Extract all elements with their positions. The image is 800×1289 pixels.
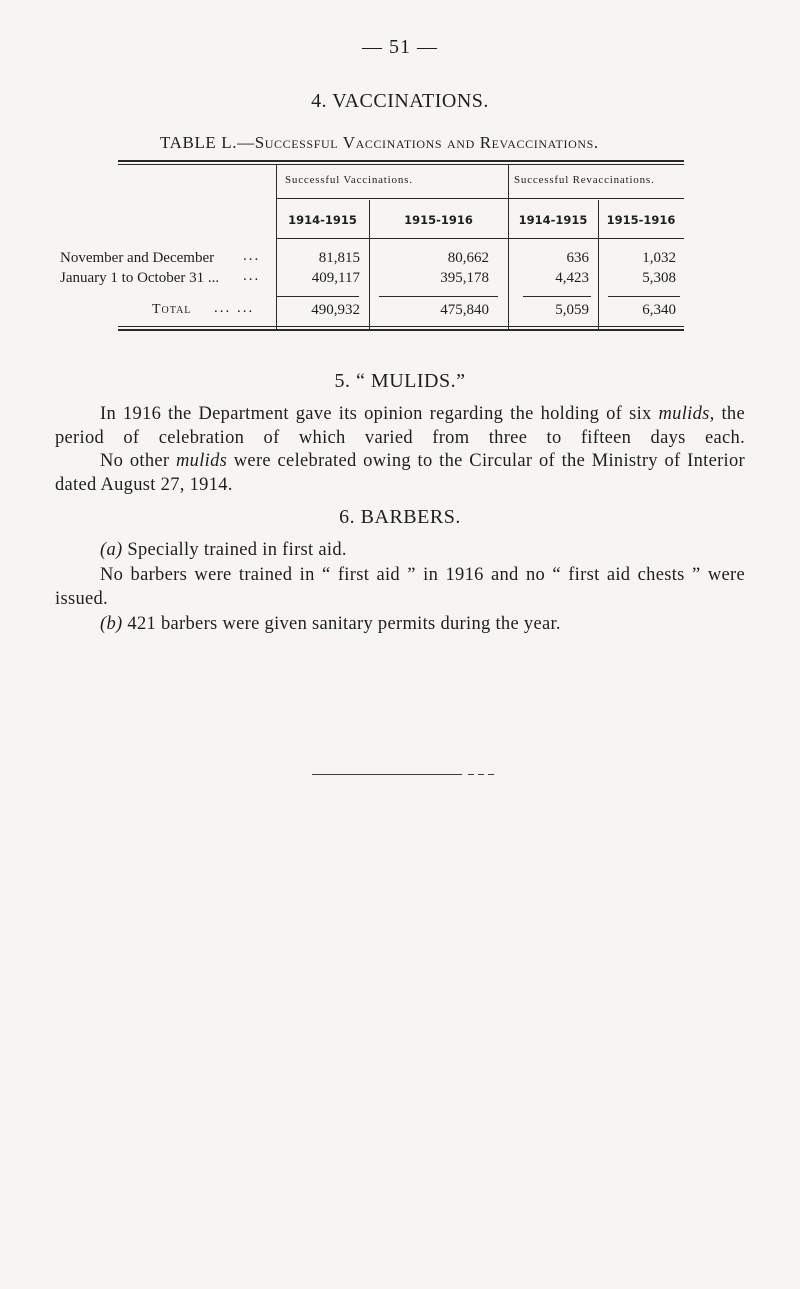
end-rule <box>312 774 462 775</box>
mulids-paragraph-2 <box>55 449 745 497</box>
leader-dots: ... <box>243 248 261 264</box>
leader-dots: ... <box>243 268 261 284</box>
text-run: 421 barbers were given sanitary permits during the year. <box>122 614 561 634</box>
table-cell: 5,308 <box>642 270 676 286</box>
vaccinations-table <box>60 160 684 332</box>
text-run: No other <box>100 451 176 471</box>
text-run-italic: mulids, <box>658 404 715 424</box>
table-cell-total: 475,840 <box>440 302 489 318</box>
barbers-item-a <box>55 538 745 562</box>
table-cell: 4,423 <box>555 270 589 286</box>
text-run-italic: mulids <box>176 451 228 471</box>
row-label: January 1 to October 31 ... <box>60 270 220 286</box>
year-header: 1915-1916 <box>606 213 676 227</box>
year-header: 1914-1915 <box>518 213 588 227</box>
column-group-revaccinations: Successful Revaccinations. <box>514 174 655 186</box>
section-heading-barbers: 6. BARBERS. <box>339 506 461 528</box>
table-caption: TABLE L.—Successful Vaccinations and Revaccinations. <box>160 133 599 152</box>
table-cell-total: 6,340 <box>642 302 676 318</box>
table-cell: 395,178 <box>440 270 489 286</box>
text-run: In 1916 the Department gave its opinion regarding the holding of six <box>100 404 659 424</box>
text-run: the period of celebration of which varied from three to fifteen days each. <box>55 404 745 448</box>
barbers-paragraph: No barbers were trained in “ first aid ” in 1916 and no “ first aid chests ” were issued. <box>55 565 745 609</box>
mulids-paragraph-1 <box>55 402 745 450</box>
table-cell: 80,662 <box>447 250 489 266</box>
year-header: 1915-1916 <box>404 213 473 227</box>
table-cell: 409,117 <box>311 270 360 286</box>
column-group-vaccinations: Successful Vaccinations. <box>285 174 413 186</box>
table-cell: 81,815 <box>318 250 360 266</box>
barbers-item-b <box>55 612 745 636</box>
item-label: (a) <box>100 540 123 560</box>
total-label: Total <box>152 302 192 317</box>
year-header: 1914-1915 <box>288 213 357 227</box>
table-cell-total: 5,059 <box>555 302 589 318</box>
text-run: Specially trained in first aid. <box>122 540 347 560</box>
section-heading-mulids: 5. “ MULIDS.” <box>334 370 466 392</box>
table-cell: 1,032 <box>642 250 676 266</box>
page-number: — 51 — <box>362 36 438 58</box>
end-rule-dash <box>468 774 474 775</box>
end-rule-dash <box>478 774 484 775</box>
end-rule-dash <box>488 774 494 775</box>
leader-dots: ... ... <box>214 300 255 316</box>
table-cell: 636 <box>566 250 589 266</box>
row-label: November and December <box>60 250 215 266</box>
table-cell-total: 490,932 <box>311 302 360 318</box>
section-heading-vaccinations: 4. VACCINATIONS. <box>311 90 489 112</box>
item-label: (b) <box>100 614 123 634</box>
text-run: were celebrated owing to the Circular of the Ministry of Interior dated August 27, 1914. <box>55 451 746 495</box>
